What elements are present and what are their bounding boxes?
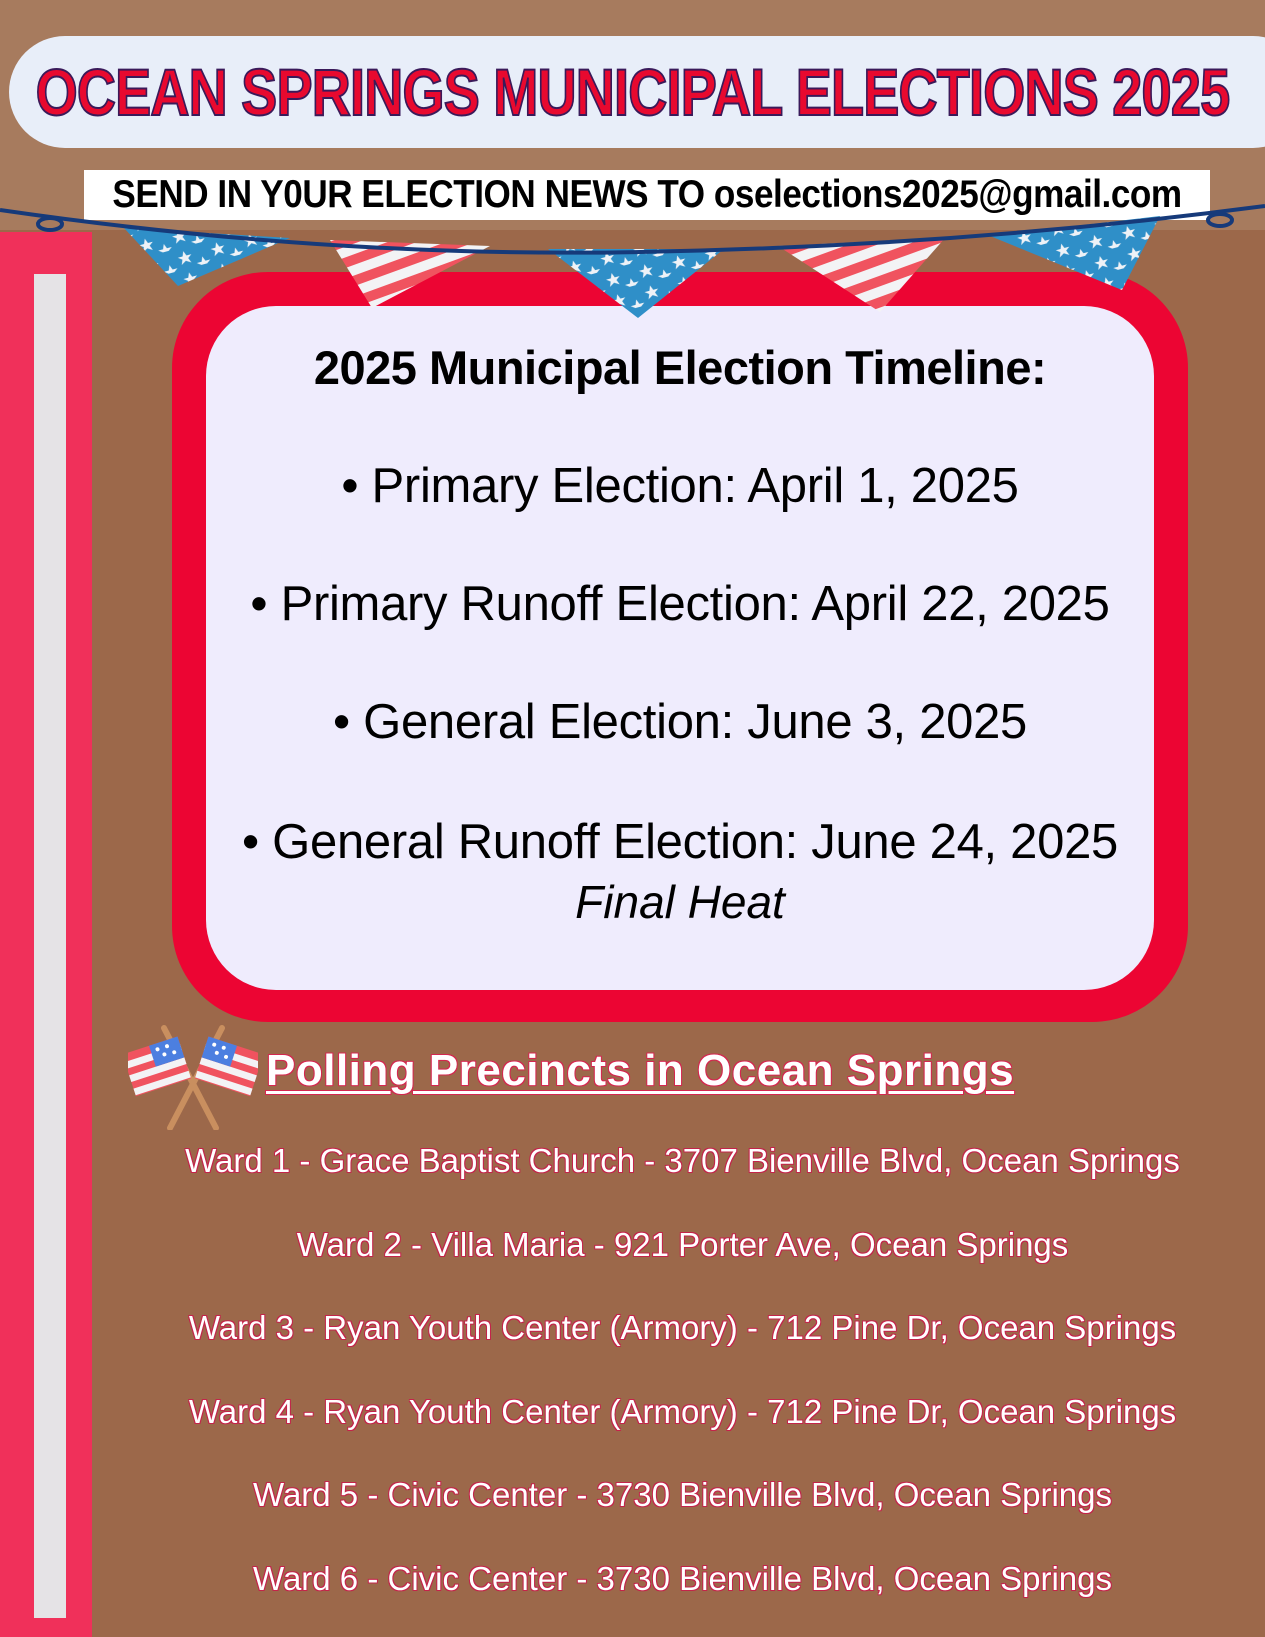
- polling-precincts-heading: Polling Precincts in Ocean Springs: [266, 1046, 1015, 1095]
- ward-6-precinct: Ward 6 - Civic Center - 3730 Bienville Blvd, Ocean Springs: [253, 1560, 1112, 1597]
- timeline-heading: 2025 Municipal Election Timeline:: [313, 341, 1047, 394]
- final-heat-note: Final Heat: [575, 876, 785, 928]
- timeline-item-primary-runoff: • Primary Runoff Election: April 22, 2025: [250, 577, 1110, 631]
- ward-3-precinct: Ward 3 - Ryan Youth Center (Armory) - 712 Pine Dr, Ocean Springs: [188, 1309, 1177, 1346]
- ward-1-precinct: Ward 1 - Grace Baptist Church - 3707 Bienville Blvd, Ocean Springs: [185, 1142, 1180, 1179]
- timeline-item-general: • General Election: June 3, 2025: [332, 695, 1027, 749]
- timeline-item-general-runoff: • General Runoff Election: June 24, 2025: [242, 815, 1118, 869]
- bunting-decoration-icon: [0, 200, 1265, 320]
- ward-2-precinct: Ward 2 - Villa Maria - 921 Porter Ave, Ocean Springs: [296, 1226, 1069, 1263]
- timeline-item-primary: • Primary Election: April 1, 2025: [341, 459, 1019, 513]
- crossed-american-flags-icon: [128, 1022, 258, 1130]
- ward-5-precinct: Ward 5 - Civic Center - 3730 Bienville Blvd, Ocean Springs: [253, 1476, 1112, 1513]
- ward-4-precinct: Ward 4 - Ryan Youth Center (Armory) - 712 Pine Dr, Ocean Springs: [188, 1393, 1177, 1430]
- page-title: OCEAN SPRINGS MUNICIPAL ELECTIONS 2025: [35, 55, 1230, 129]
- left-rail-stripe: [34, 274, 66, 1618]
- email-banner-text: SEND IN Y0UR ELECTION NEWS TO oselections2025@gmail.com: [112, 173, 1182, 216]
